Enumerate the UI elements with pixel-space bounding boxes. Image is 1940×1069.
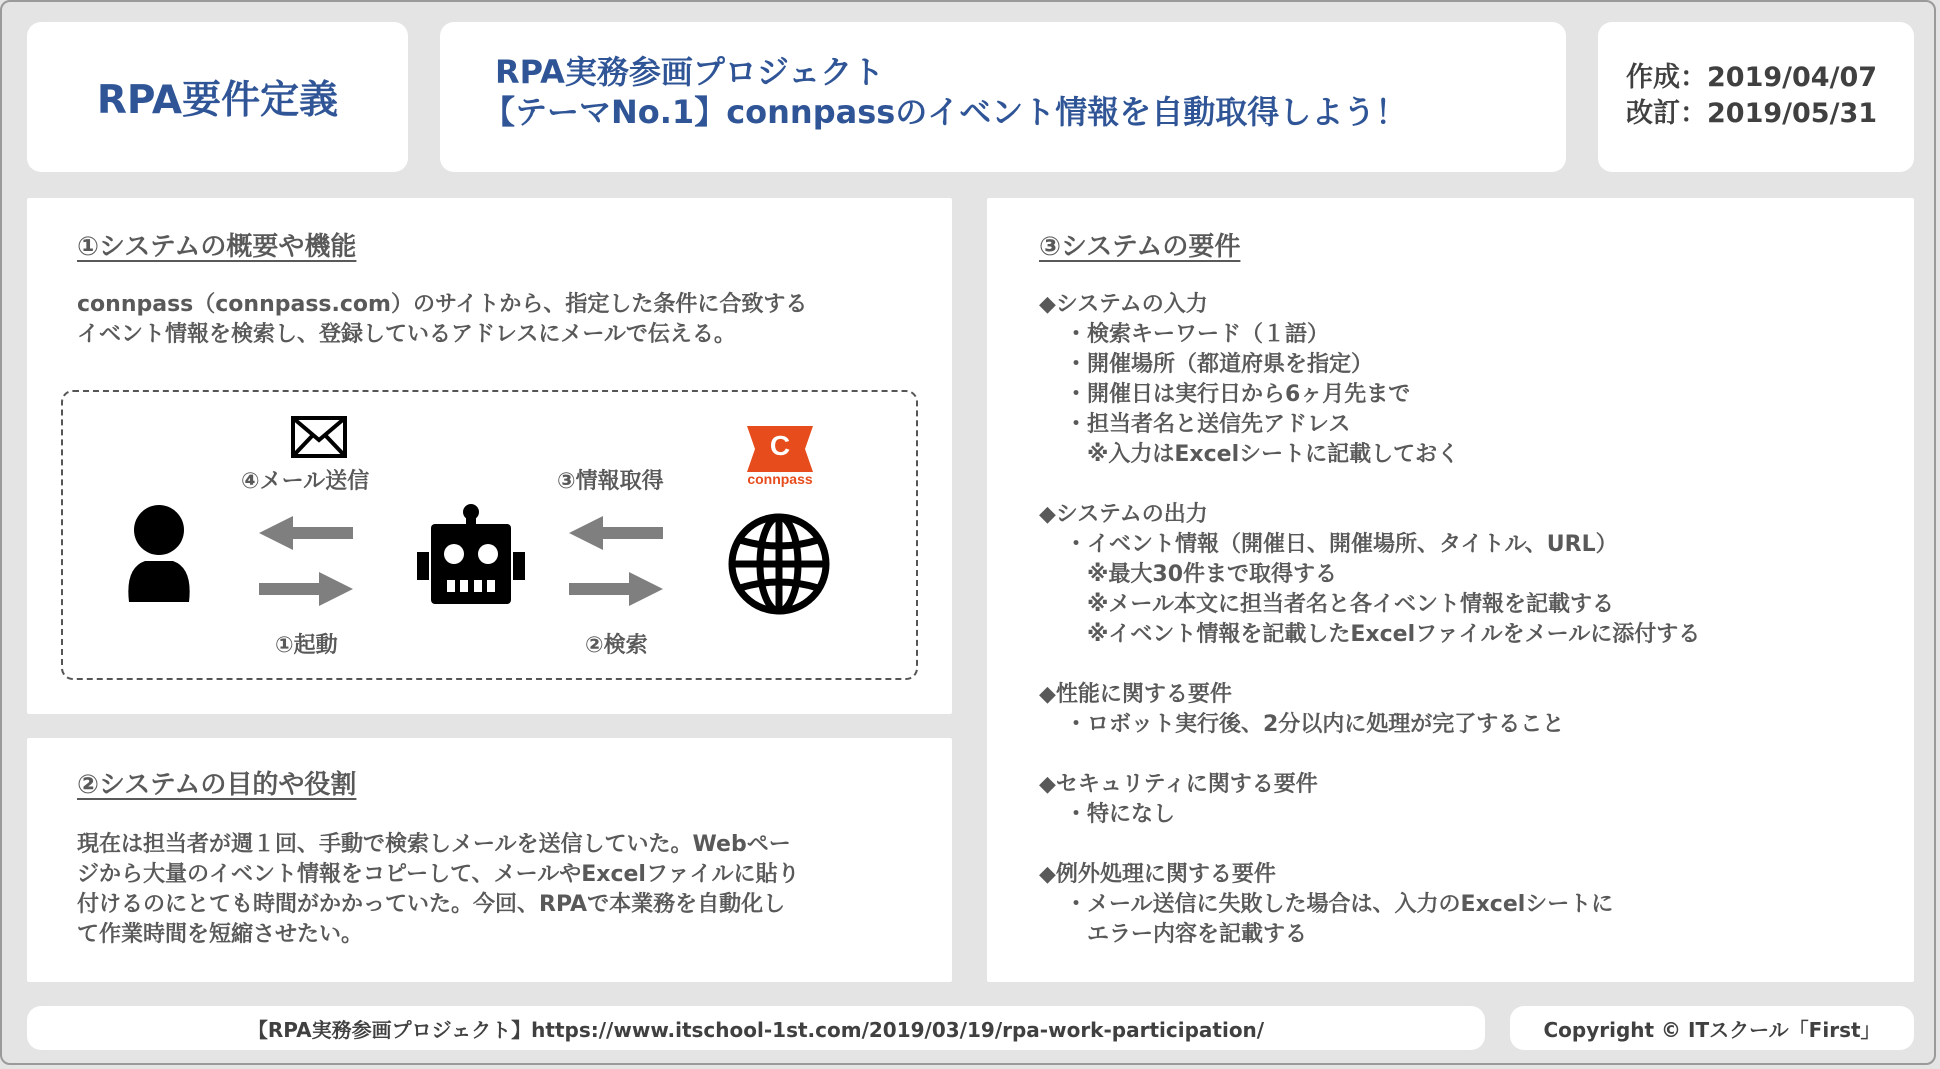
exception-title: ◆例外処理に関する要件 xyxy=(1039,862,1276,887)
footer-link-card xyxy=(27,1006,1485,1050)
output-item: ※イベント情報を記載したExcelファイルをメールに添付する xyxy=(1065,622,1701,647)
output-item: ※メール本文に担当者名と各イベント情報を記載する xyxy=(1065,592,1614,617)
arrow-right-icon xyxy=(569,572,663,606)
purpose-line: 現在は担当者が週１回、手動で検索しメールを送信していた。Webペー xyxy=(77,832,791,857)
security-title: ◆セキュリティに関する要件 xyxy=(1039,772,1318,797)
purpose-section xyxy=(27,738,952,982)
step-search: ②検索 xyxy=(585,633,648,658)
arrow-left-icon xyxy=(569,516,663,550)
exception-item: ・メール送信に失敗した場合は、入力のExcelシートに xyxy=(1065,892,1614,917)
output-title: ◆システムの出力 xyxy=(1039,502,1208,527)
overview-desc-line2: イベント情報を検索し、登録しているアドレスにメールで伝える。 xyxy=(77,322,736,347)
created-date: 作成：2019/04/07 xyxy=(1626,62,1878,93)
arrow-right-icon xyxy=(259,572,353,606)
step-start: ①起動 xyxy=(275,633,338,658)
envelope-icon xyxy=(291,416,347,458)
overview-desc-line1: connpass（connpass.com）のサイトから、指定した条件に合致する xyxy=(77,292,808,317)
copyright-text: Copyright © ITスクール「First」 xyxy=(1543,1017,1881,1042)
requirements-heading: ③システムの要件 xyxy=(1039,232,1241,262)
input-item: ・開催日は実行日から6ヶ月先まで xyxy=(1065,382,1411,407)
connpass-logo-text: connpass xyxy=(747,471,813,487)
revised-date: 改訂：2019/05/31 xyxy=(1626,98,1878,129)
robot-icon xyxy=(417,504,525,606)
footer-link[interactable]: 【RPA実務参画プロジェクト】https://www.itschool-1st.com/2019/03/19/rpa-work-participation/ xyxy=(247,1017,1265,1042)
purpose-heading: ②システムの目的や役割 xyxy=(77,770,357,800)
purpose-line: 付けるのにとても時間がかかっていた。今回、RPAで本業務を自動化し xyxy=(77,892,786,917)
purpose-line: て作業時間を短縮させたい。 xyxy=(77,922,364,947)
date-card xyxy=(1598,22,1914,172)
arrow-left-icon xyxy=(259,516,353,550)
overview-section xyxy=(27,198,952,714)
output-item: ※最大30件まで取得する xyxy=(1065,562,1338,587)
project-card xyxy=(440,22,1566,172)
overview-heading: ①システムの概要や機能 xyxy=(77,232,357,262)
title-card xyxy=(27,22,408,172)
performance-title: ◆性能に関する要件 xyxy=(1039,682,1232,707)
connpass-logo xyxy=(747,426,815,488)
input-title: ◆システムの入力 xyxy=(1039,292,1208,317)
input-item: ・開催場所（都道府県を指定） xyxy=(1065,352,1374,377)
requirements-section xyxy=(987,198,1914,982)
footer-copyright-card xyxy=(1510,1006,1914,1050)
globe-icon xyxy=(727,512,831,616)
step-mail-send: ④メール送信 xyxy=(241,469,370,494)
purpose-line: ジから大量のイベント情報をコピーして、メールやExcelファイルに貼り xyxy=(77,862,800,887)
output-item: ・イベント情報（開催日、開催場所、タイトル、URL） xyxy=(1065,532,1618,557)
project-name: RPA実務参画プロジェクト xyxy=(495,53,885,91)
input-item: ・担当者名と送信先アドレス xyxy=(1065,412,1351,437)
person-icon xyxy=(123,504,195,604)
input-item: ※入力はExcelシートに記載しておく xyxy=(1065,442,1460,467)
connpass-logo-letter: C xyxy=(769,430,791,461)
input-item: ・検索キーワード（１語） xyxy=(1065,322,1330,347)
step-get-info: ③情報取得 xyxy=(557,469,664,494)
project-theme: 【テーマNo.1】connpassのイベント情報を自動取得しよう！ xyxy=(483,93,1408,131)
security-item: ・特になし xyxy=(1065,802,1176,827)
performance-item: ・ロボット実行後、2分以内に処理が完了すること xyxy=(1065,712,1565,737)
system-diagram xyxy=(61,390,918,680)
page-title: RPA要件定義 xyxy=(96,78,339,123)
exception-item: エラー内容を記載する xyxy=(1065,922,1308,947)
